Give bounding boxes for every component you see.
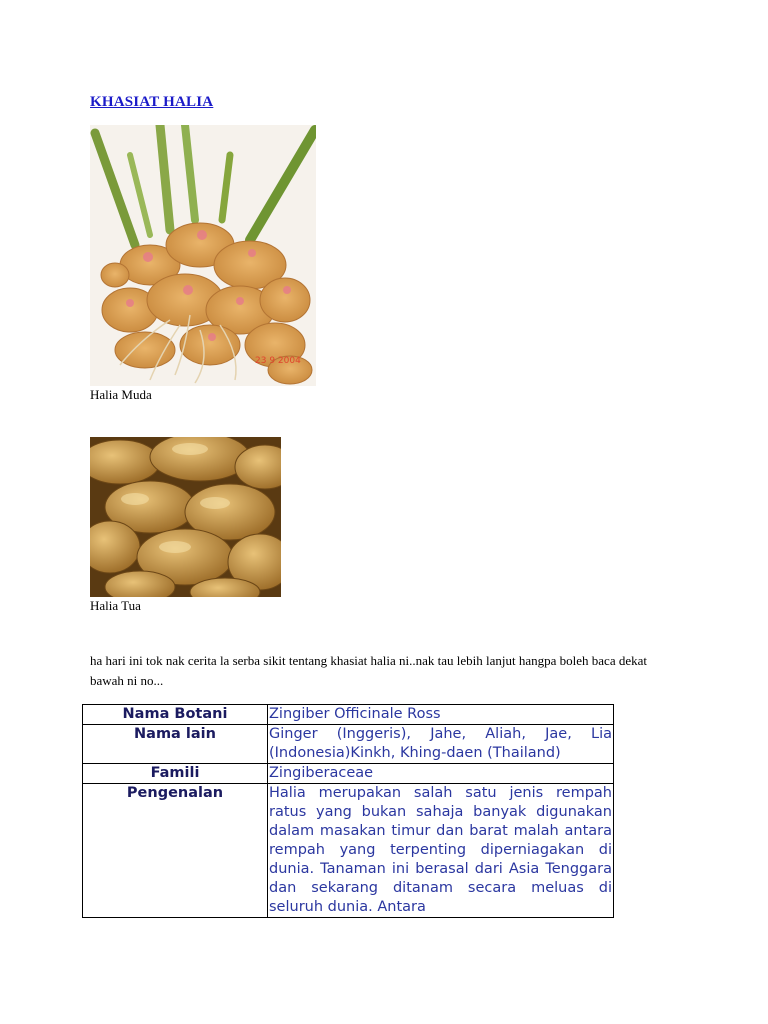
- row-label: Pengenalan: [83, 784, 268, 918]
- row-value: Ginger (Inggeris), Jahe, Aliah, Jae, Lia (Indonesia)Kinkh, Khing-daen (Thailand): [268, 725, 614, 764]
- image-caption: Halia Tua: [90, 598, 141, 613]
- halia-muda-photo: [90, 125, 316, 386]
- row-value: Zingiberaceae: [268, 764, 614, 784]
- row-value: Halia merupakan salah satu jenis rempah ratus yang bukan sahaja banyak digunakan dalam masakan timur dan barat malah antara rempah yang terpenting diperniagakan di dunia. Tanaman ini berasal dari Asia Tenggara dan sekarang ditanam secara meluas di seluruh dunia. Antara: [268, 784, 614, 918]
- row-value: Zingiber Officinale Ross: [268, 705, 614, 725]
- table-row: [83, 764, 614, 784]
- row-label: Famili: [83, 764, 268, 784]
- page-title[interactable]: KHASIAT HALIA: [90, 94, 214, 110]
- row-label: Nama Botani: [83, 705, 268, 725]
- halia-tua-photo: [90, 437, 281, 597]
- table-row: [83, 725, 614, 764]
- table-row: [83, 705, 614, 725]
- image-caption: Halia Muda: [90, 387, 152, 402]
- row-label: Nama lain: [83, 725, 268, 764]
- info-table: [82, 704, 614, 918]
- svg-text:23 9 2004: 23 9 2004: [255, 356, 301, 366]
- intro-paragraph: ha hari ini tok nak cerita la serba sikit tentang khasiat halia ni..nak tau lebih lanjut hangpa boleh baca dekat bawah ni no...: [90, 653, 648, 688]
- table-row: [83, 784, 614, 918]
